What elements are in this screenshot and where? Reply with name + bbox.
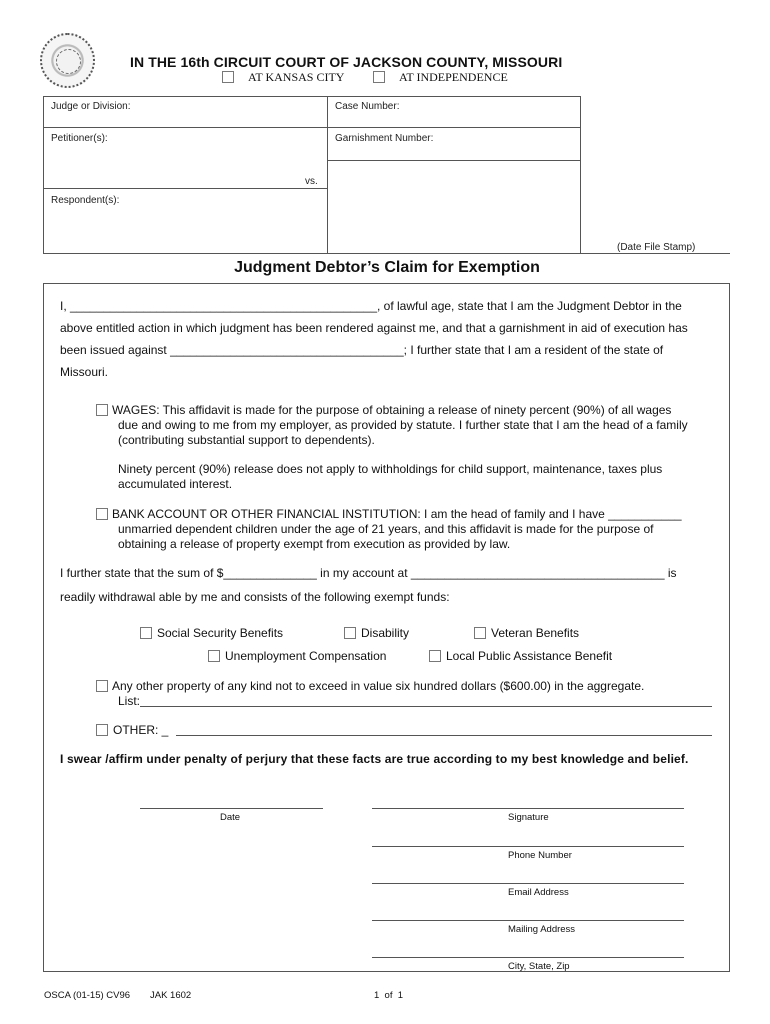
location-independence [373, 70, 508, 85]
bank-line-2: unmarried dependent children under the age of 21 years, and this affidavit is made for the purpose of [118, 522, 654, 536]
veteran-checkbox[interactable] [474, 627, 486, 639]
fund-local-assistance [429, 649, 612, 663]
email-line[interactable] [372, 883, 684, 884]
fund-disability [344, 626, 409, 640]
case-box-row-divider [43, 127, 581, 128]
other-line[interactable] [176, 735, 712, 736]
signature-label: Signature [508, 812, 549, 823]
form-code: JAK 1602 [150, 990, 192, 1001]
kansas-city-label: AT KANSAS CITY [248, 70, 345, 84]
mailing-line[interactable] [372, 920, 684, 921]
wages-line-3: (contributing substantial support to dependents). [118, 433, 375, 447]
bank-checkbox[interactable] [96, 508, 108, 520]
other-property-line: Any other property of any kind not to exceed in value six hundred dollars ($600.00) in the aggregate. [112, 679, 645, 693]
fund-veteran [474, 626, 579, 640]
intro-line-2: above entitled action in which judgment has been rendered against me, and that a garnishment in aid of execution has [60, 321, 688, 335]
veteran-label: Veteran Benefits [491, 626, 580, 640]
wages-note [118, 462, 662, 492]
wages-section [96, 403, 688, 448]
garnishment-label: Garnishment Number: [335, 133, 434, 144]
fund-unemployment [208, 649, 386, 663]
city-label: City, State, Zip [508, 961, 570, 972]
local-assistance-label: Local Public Assistance Benefit [446, 649, 613, 663]
vs-label: vs. [305, 176, 318, 187]
oath-statement: I swear /affirm under penalty of perjury that these facts are true according to my best knowledge and belief. [60, 752, 689, 766]
social-security-label: Social Security Benefits [157, 626, 284, 640]
mailing-label: Mailing Address [508, 924, 576, 935]
phone-line[interactable] [372, 846, 684, 847]
other-label: OTHER: _ [113, 723, 169, 737]
other-checkbox[interactable] [96, 724, 108, 736]
email-label: Email Address [508, 887, 569, 898]
unemployment-checkbox[interactable] [208, 650, 220, 662]
court-seal-icon [40, 33, 95, 88]
phone-label: Phone Number [508, 850, 572, 861]
form-id: OSCA (01-15) CV96 [44, 990, 131, 1001]
sum-statement-line-2: readily withdrawal able by me and consists of the following exempt funds: [60, 590, 450, 604]
signature-line[interactable] [372, 808, 684, 809]
garnishment-divider [327, 160, 581, 161]
bank-line-1: BANK ACCOUNT OR OTHER FINANCIAL INSTITUTION: I am the head of family and I have ___________ [112, 507, 682, 521]
wages-line-2: due and owing to me from my employer, as provided by statute. I further state that I am the head of a family [118, 418, 688, 432]
intro-line-4: Missouri. [60, 365, 109, 379]
independence-checkbox[interactable] [373, 71, 385, 83]
sum-statement-line-1: I further state that the sum of $______________ in my account at ______________________________________ is [60, 566, 677, 580]
unemployment-label: Unemployment Compensation [225, 649, 387, 663]
form-title: Judgment Debtor’s Claim for Exemption [234, 259, 540, 276]
wages-note-line-1: Ninety percent (90%) release does not apply to withholdings for child support, maintenance, taxes plus [118, 462, 663, 476]
date-file-stamp-line [327, 253, 730, 254]
respondent-label: Respondent(s): [51, 195, 120, 206]
judge-label: Judge or Division: [51, 101, 131, 112]
wages-checkbox[interactable] [96, 404, 108, 416]
petitioner-label: Petitioner(s): [51, 133, 108, 144]
kansas-city-checkbox[interactable] [222, 71, 234, 83]
social-security-checkbox[interactable] [140, 627, 152, 639]
other-property-section [96, 679, 644, 709]
date-file-stamp-label: (Date File Stamp) [617, 242, 696, 253]
city-line[interactable] [372, 957, 684, 958]
disability-label: Disability [361, 626, 410, 640]
independence-label: AT INDEPENDENCE [399, 70, 508, 84]
fund-social-security [140, 626, 283, 640]
other-property-list-line[interactable] [140, 706, 712, 707]
other-section [96, 723, 168, 737]
intro-line-1: I, ______________________________________________, of lawful age, state that I am the Judgment Debtor in the [60, 299, 682, 313]
local-assistance-checkbox[interactable] [429, 650, 441, 662]
bank-line-3: obtaining a release of property exempt from execution as provided by law. [118, 537, 511, 551]
bank-section [96, 507, 682, 552]
date-label: Date [220, 812, 241, 823]
intro-line-3: been issued against ___________________________________; I further state that I am a resident of the state of [60, 343, 664, 357]
wages-note-line-2: accumulated interest. [118, 477, 233, 491]
date-line[interactable] [140, 808, 323, 809]
case-number-label: Case Number: [335, 101, 400, 112]
page-number: 1 of 1 [374, 990, 404, 1001]
petitioner-divider [43, 188, 327, 189]
other-property-list-label: List: [118, 694, 141, 708]
case-box-divider [327, 96, 328, 254]
disability-checkbox[interactable] [344, 627, 356, 639]
case-info-box [43, 96, 581, 254]
wages-line-1: WAGES: This affidavit is made for the purpose of obtaining a release of ninety percent (90%) of all wages [112, 403, 672, 417]
court-title: IN THE 16th CIRCUIT COURT OF JACKSON COUNTY, MISSOURI [130, 54, 563, 70]
other-property-checkbox[interactable] [96, 680, 108, 692]
location-kansas-city [222, 70, 344, 85]
